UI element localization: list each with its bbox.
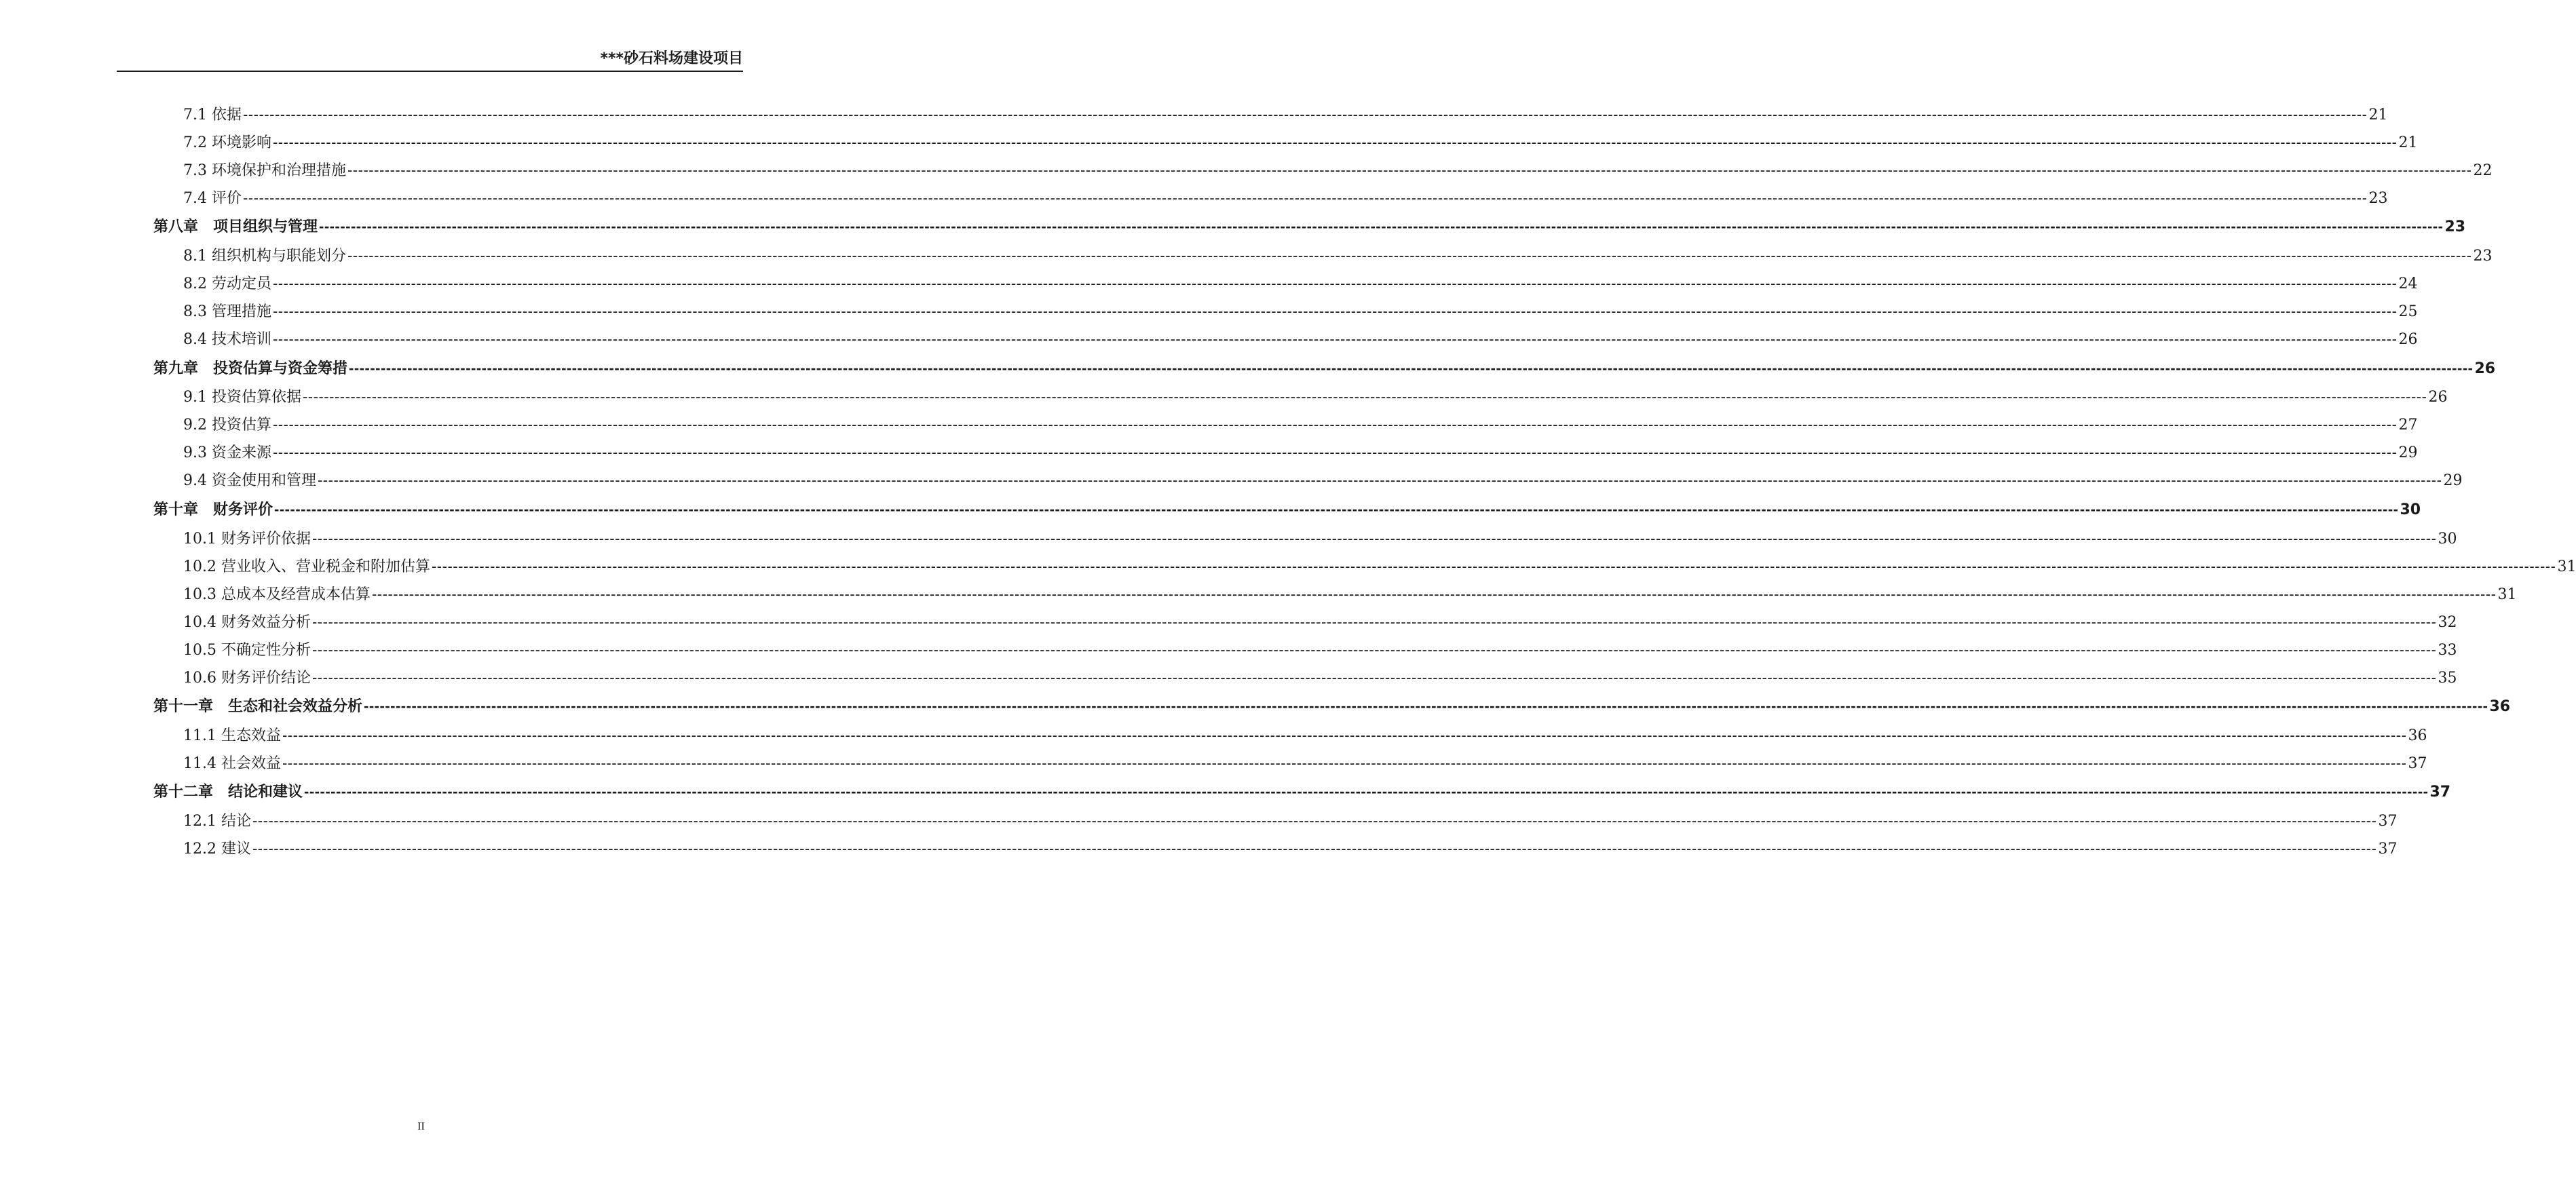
toc-section-entry[interactable]: [183, 328, 2418, 351]
toc-entry-label: 11.1 生态效益: [183, 727, 281, 744]
toc-entry-page: 31: [2497, 586, 2517, 603]
toc-section-entry[interactable]: [183, 527, 2457, 550]
toc-entry-label: 12.2 建议: [183, 841, 251, 858]
toc-entry-page: 36: [2408, 727, 2427, 744]
toc-entry-page: 37: [2429, 784, 2451, 801]
toc-entry-page: 30: [2438, 531, 2457, 548]
toc-dot-leader: ----------------------------------------------------------------------------------------------------------------------------------------------------------------------------------------------------------------------------------------------------------------------------------------------------------------------------------------------------------------------------------------------------------------: [272, 330, 2398, 347]
toc-entry-page: 32: [2438, 614, 2457, 631]
toc-entry-page: 37: [2408, 755, 2427, 772]
toc-dot-leader: ----------------------------------------------------------------------------------------------------------------------------------------------------------------------------------------------------------------------------------------------------------------------------------------------------------------------------------------------------------------------------------------------------------------: [311, 669, 2437, 686]
toc-entry-label: 12.1 结论: [183, 813, 251, 830]
toc-entry-label: 第十章 财务评价: [153, 501, 273, 518]
toc-entry-label: 10.5 不确定性分析: [183, 642, 311, 659]
header-rule: [117, 71, 743, 72]
toc-entry-label: 9.4 资金使用和管理: [183, 472, 316, 489]
toc-entry-page: 26: [2474, 360, 2496, 377]
toc-entry-label: 9.3 资金来源: [183, 444, 271, 461]
toc-entry-page: 27: [2398, 417, 2418, 434]
toc-chapter-entry[interactable]: [153, 498, 2421, 521]
toc-entry-label: 10.6 财务评价结论: [183, 670, 311, 687]
toc-entry-label: 第八章 项目组织与管理: [153, 218, 318, 235]
toc-dot-leader: ----------------------------------------------------------------------------------------------------------------------------------------------------------------------------------------------------------------------------------------------------------------------------------------------------------------------------------------------------------------------------------------------------------------: [317, 472, 2442, 488]
toc-dot-leader: ----------------------------------------------------------------------------------------------------------------------------------------------------------------------------------------------------------------------------------------------------------------------------------------------------------------------------------------------------------------------------------------------------------------: [311, 530, 2437, 547]
toc-section-entry[interactable]: [183, 103, 2388, 126]
toc-section-entry[interactable]: [183, 724, 2427, 747]
toc-chapter-entry[interactable]: [153, 215, 2466, 238]
toc-dot-leader: ----------------------------------------------------------------------------------------------------------------------------------------------------------------------------------------------------------------------------------------------------------------------------------------------------------------------------------------------------------------------------------------------------------------: [364, 697, 2488, 714]
toc-section-entry[interactable]: [183, 638, 2457, 661]
toc-entry-page: 30: [2400, 501, 2421, 518]
toc-entry-page: 33: [2438, 642, 2457, 659]
toc-dot-leader: ----------------------------------------------------------------------------------------------------------------------------------------------------------------------------------------------------------------------------------------------------------------------------------------------------------------------------------------------------------------------------------------------------------------: [347, 161, 2472, 178]
toc-dot-leader: ----------------------------------------------------------------------------------------------------------------------------------------------------------------------------------------------------------------------------------------------------------------------------------------------------------------------------------------------------------------------------------------------------------------: [242, 189, 2368, 206]
toc-entry-label: 10.4 财务效益分析: [183, 614, 311, 631]
toc-dot-leader: ----------------------------------------------------------------------------------------------------------------------------------------------------------------------------------------------------------------------------------------------------------------------------------------------------------------------------------------------------------------------------------------------------------------: [282, 727, 2407, 744]
toc-dot-leader: ----------------------------------------------------------------------------------------------------------------------------------------------------------------------------------------------------------------------------------------------------------------------------------------------------------------------------------------------------------------------------------------------------------------: [431, 558, 2556, 575]
toc-dot-leader: ----------------------------------------------------------------------------------------------------------------------------------------------------------------------------------------------------------------------------------------------------------------------------------------------------------------------------------------------------------------------------------------------------------------: [349, 360, 2474, 377]
toc-entry-page: 22: [2473, 162, 2493, 179]
toc-section-entry[interactable]: [183, 752, 2427, 775]
toc-entry-label: 7.4 评价: [183, 190, 242, 207]
toc-entry-label: 9.1 投资估算依据: [183, 389, 301, 406]
toc-entry-label: 7.2 环境影响: [183, 134, 271, 151]
toc-section-entry[interactable]: [183, 159, 2493, 182]
toc-chapter-entry[interactable]: [153, 780, 2451, 803]
toc-dot-leader: ----------------------------------------------------------------------------------------------------------------------------------------------------------------------------------------------------------------------------------------------------------------------------------------------------------------------------------------------------------------------------------------------------------------: [282, 754, 2407, 771]
toc-dot-leader: ----------------------------------------------------------------------------------------------------------------------------------------------------------------------------------------------------------------------------------------------------------------------------------------------------------------------------------------------------------------------------------------------------------------: [319, 218, 2444, 235]
page-header-title: ***砂石料场建设项目: [600, 50, 743, 67]
toc-section-entry[interactable]: [183, 666, 2457, 689]
toc-dot-leader: ----------------------------------------------------------------------------------------------------------------------------------------------------------------------------------------------------------------------------------------------------------------------------------------------------------------------------------------------------------------------------------------------------------------: [272, 303, 2398, 320]
toc-entry-page: 23: [2444, 218, 2466, 235]
toc-entry-page: 36: [2489, 698, 2511, 715]
toc-dot-leader: ----------------------------------------------------------------------------------------------------------------------------------------------------------------------------------------------------------------------------------------------------------------------------------------------------------------------------------------------------------------------------------------------------------------: [272, 134, 2398, 151]
toc-entry-label: 第十二章 结论和建议: [153, 784, 303, 801]
toc-entry-page: 21: [2398, 134, 2418, 151]
toc-section-entry[interactable]: [183, 837, 2398, 860]
toc-dot-leader: ----------------------------------------------------------------------------------------------------------------------------------------------------------------------------------------------------------------------------------------------------------------------------------------------------------------------------------------------------------------------------------------------------------------: [274, 501, 2399, 518]
toc-dot-leader: ----------------------------------------------------------------------------------------------------------------------------------------------------------------------------------------------------------------------------------------------------------------------------------------------------------------------------------------------------------------------------------------------------------------: [347, 247, 2472, 264]
toc-entry-page: 29: [2443, 472, 2463, 489]
toc-entry-page: 37: [2378, 841, 2398, 858]
toc-dot-leader: ----------------------------------------------------------------------------------------------------------------------------------------------------------------------------------------------------------------------------------------------------------------------------------------------------------------------------------------------------------------------------------------------------------------: [304, 783, 2429, 800]
toc-entry-label: 7.1 依据: [183, 107, 242, 123]
toc-section-entry[interactable]: [183, 441, 2418, 464]
toc-section-entry[interactable]: [183, 244, 2493, 267]
toc-entry-label: 10.2 营业收入、营业税金和附加估算: [183, 558, 430, 575]
toc-dot-leader: ----------------------------------------------------------------------------------------------------------------------------------------------------------------------------------------------------------------------------------------------------------------------------------------------------------------------------------------------------------------------------------------------------------------: [272, 444, 2398, 461]
toc-section-entry[interactable]: [183, 809, 2398, 832]
toc-chapter-entry[interactable]: [153, 357, 2496, 380]
toc-entry-page: 23: [2368, 190, 2388, 207]
toc-dot-leader: ----------------------------------------------------------------------------------------------------------------------------------------------------------------------------------------------------------------------------------------------------------------------------------------------------------------------------------------------------------------------------------------------------------------: [311, 641, 2437, 658]
toc-entry-page: 26: [2428, 389, 2448, 406]
toc-entry-label: 7.3 环境保护和治理措施: [183, 162, 346, 179]
toc-entry-label: 11.4 社会效益: [183, 755, 281, 772]
toc-entry-page: 24: [2398, 275, 2418, 292]
toc-entry-page: 21: [2368, 107, 2388, 123]
page-number: II: [417, 1121, 425, 1132]
toc-entry-page: 23: [2473, 248, 2493, 265]
toc-section-entry[interactable]: [183, 131, 2418, 154]
toc-entry-label: 第九章 投资估算与资金筹措: [153, 360, 348, 377]
toc-entry-label: 8.3 管理措施: [183, 303, 271, 320]
toc-entry-label: 第十一章 生态和社会效益分析: [153, 698, 363, 715]
toc-section-entry[interactable]: [183, 413, 2418, 436]
toc-dot-leader: ----------------------------------------------------------------------------------------------------------------------------------------------------------------------------------------------------------------------------------------------------------------------------------------------------------------------------------------------------------------------------------------------------------------: [272, 416, 2398, 433]
toc-dot-leader: ----------------------------------------------------------------------------------------------------------------------------------------------------------------------------------------------------------------------------------------------------------------------------------------------------------------------------------------------------------------------------------------------------------------: [252, 812, 2377, 829]
toc-section-entry[interactable]: [183, 272, 2418, 295]
toc-dot-leader: ----------------------------------------------------------------------------------------------------------------------------------------------------------------------------------------------------------------------------------------------------------------------------------------------------------------------------------------------------------------------------------------------------------------: [311, 613, 2437, 630]
toc-entry-label: 8.2 劳动定员: [183, 275, 271, 292]
toc-section-entry[interactable]: [183, 187, 2388, 210]
toc-entry-page: 25: [2398, 303, 2418, 320]
toc-entry-page: 37: [2378, 813, 2398, 830]
toc-section-entry[interactable]: [183, 469, 2463, 492]
toc-section-entry[interactable]: [183, 385, 2448, 408]
toc-entry-label: 8.1 组织机构与职能划分: [183, 248, 346, 265]
toc-entry-page: 26: [2398, 331, 2418, 348]
toc-entry-label: 9.2 投资估算: [183, 417, 271, 434]
toc-entry-page: 35: [2438, 670, 2457, 687]
toc-section-entry[interactable]: [183, 583, 2517, 606]
toc-section-entry[interactable]: [183, 555, 2576, 578]
toc-section-entry[interactable]: [183, 611, 2457, 634]
toc-entry-label: 8.4 技术培训: [183, 331, 271, 348]
toc-entry-label: 10.1 财务评价依据: [183, 531, 311, 548]
toc-dot-leader: ----------------------------------------------------------------------------------------------------------------------------------------------------------------------------------------------------------------------------------------------------------------------------------------------------------------------------------------------------------------------------------------------------------------: [242, 106, 2368, 123]
toc-entry-label: 10.3 总成本及经营成本估算: [183, 586, 371, 603]
toc-entry-page: 29: [2398, 444, 2418, 461]
toc-dot-leader: ----------------------------------------------------------------------------------------------------------------------------------------------------------------------------------------------------------------------------------------------------------------------------------------------------------------------------------------------------------------------------------------------------------------: [272, 275, 2398, 292]
toc-dot-leader: ----------------------------------------------------------------------------------------------------------------------------------------------------------------------------------------------------------------------------------------------------------------------------------------------------------------------------------------------------------------------------------------------------------------: [302, 388, 2427, 405]
toc-chapter-entry[interactable]: [153, 695, 2511, 718]
toc-dot-leader: ----------------------------------------------------------------------------------------------------------------------------------------------------------------------------------------------------------------------------------------------------------------------------------------------------------------------------------------------------------------------------------------------------------------: [371, 586, 2497, 602]
toc-section-entry[interactable]: [183, 300, 2418, 323]
toc-dot-leader: ----------------------------------------------------------------------------------------------------------------------------------------------------------------------------------------------------------------------------------------------------------------------------------------------------------------------------------------------------------------------------------------------------------------: [252, 840, 2377, 857]
toc-entry-page: 31: [2557, 558, 2576, 575]
